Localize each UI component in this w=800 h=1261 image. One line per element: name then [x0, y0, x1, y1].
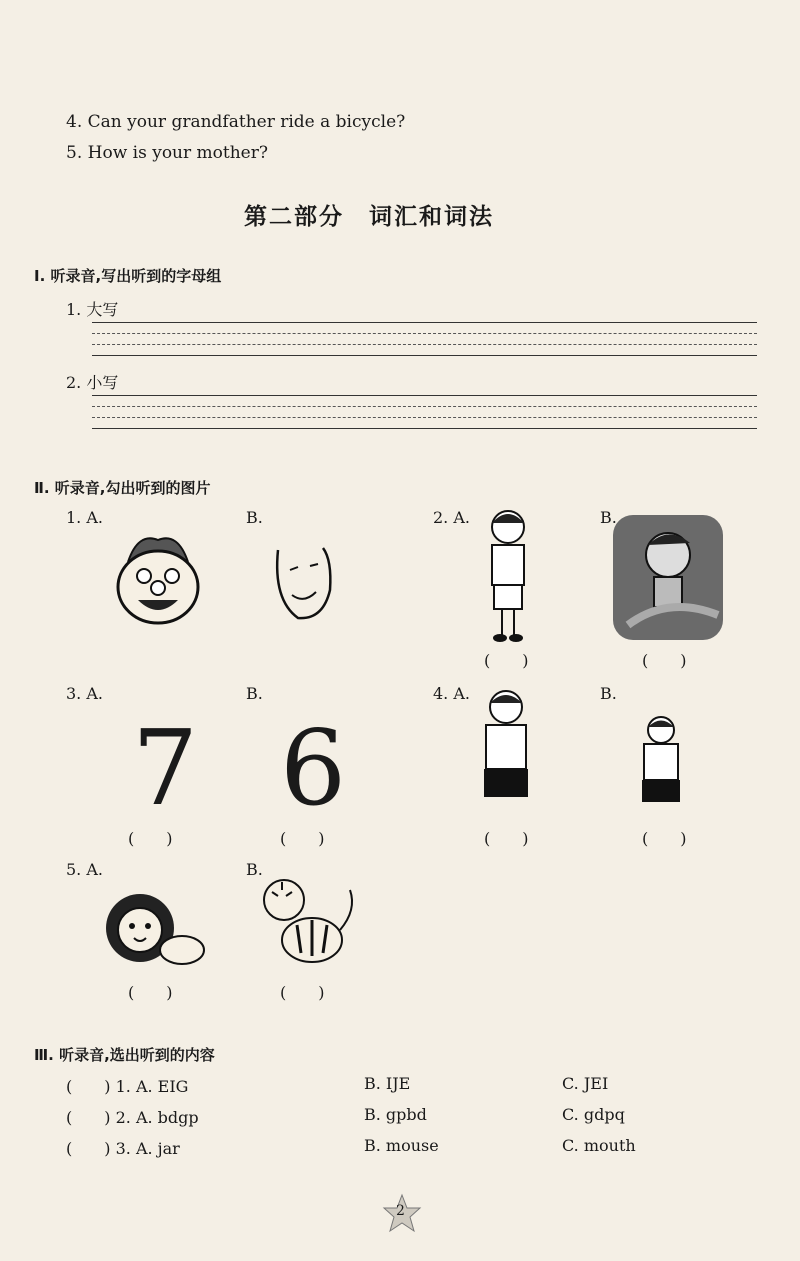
row-number: 1. [115, 1077, 131, 1096]
choice-c[interactable]: C. mouth [562, 1136, 636, 1155]
q-number: 2. [433, 508, 449, 527]
q1-label [66, 508, 103, 527]
girl-flying-picture[interactable] [608, 505, 728, 645]
section-3-title: Ⅲ. 听录音,选出听到的内容 [34, 1046, 215, 1064]
uppercase-item [66, 297, 118, 320]
long-face-picture[interactable] [268, 540, 338, 625]
q3-a-answer-paren[interactable]: ( ) [128, 829, 173, 848]
mc-row-3 [66, 1136, 180, 1159]
q4-label [433, 684, 470, 703]
digit-6-picture[interactable]: 6 [280, 707, 347, 829]
question-5 [66, 143, 268, 163]
mc-row-2 [66, 1105, 199, 1128]
mc-row-1 [66, 1074, 188, 1097]
choice-a[interactable]: A. EIG [135, 1077, 189, 1096]
answer-paren[interactable]: ( ) [66, 1077, 111, 1096]
question-4 [66, 112, 405, 132]
tiger-picture[interactable] [252, 870, 362, 980]
q2-option-b: B. [600, 508, 617, 527]
choice-a[interactable]: A. bdgp [135, 1108, 199, 1127]
option-a: A. [453, 684, 470, 703]
q3-option-b: B. [246, 684, 263, 703]
section-2-title: Ⅱ. 听录音,勾出听到的图片 [34, 479, 211, 497]
q2-label [433, 508, 470, 527]
item-number: 1. [66, 300, 82, 319]
option-a: A. [86, 508, 103, 527]
q2-b-answer-paren[interactable]: ( ) [642, 651, 687, 670]
lion-picture[interactable] [100, 888, 210, 968]
q5-b-answer-paren[interactable]: ( ) [280, 983, 325, 1002]
question-number: 4. [66, 112, 83, 132]
q-number: 3. [66, 684, 82, 703]
choice-b[interactable]: B. IJE [364, 1074, 411, 1093]
choice-b[interactable]: B. mouse [364, 1136, 439, 1155]
clown-face-picture[interactable] [108, 532, 208, 627]
q1-option-b: B. [246, 508, 263, 527]
item-label: 大写 [86, 300, 119, 319]
lowercase-item [66, 370, 118, 393]
choice-a[interactable]: A. jar [135, 1139, 180, 1158]
question-number: 5. [66, 143, 83, 163]
choice-b[interactable]: B. gpbd [364, 1105, 427, 1124]
option-a: A. [453, 508, 470, 527]
tall-boy-picture[interactable] [476, 685, 536, 815]
item-label: 小写 [86, 373, 119, 392]
question-text: Can your grandfather ride a bicycle? [87, 112, 406, 132]
q3-label [66, 684, 103, 703]
item-number: 2. [66, 373, 82, 392]
q3-b-answer-paren[interactable]: ( ) [280, 829, 325, 848]
q4-option-b: B. [600, 684, 617, 703]
digit-7-picture[interactable]: 7 [132, 707, 199, 829]
page-number: 2 [396, 1203, 405, 1219]
part-title: 第二部分 词汇和词法 [244, 204, 494, 230]
boy-standing-picture[interactable] [478, 505, 538, 645]
row-number: 2. [115, 1108, 131, 1127]
q5-label [66, 860, 103, 879]
answer-paren[interactable]: ( ) [66, 1108, 111, 1127]
q4-a-answer-paren[interactable]: ( ) [484, 829, 529, 848]
writing-lines-uppercase[interactable] [92, 322, 757, 366]
row-number: 3. [115, 1139, 131, 1158]
short-boy-picture[interactable] [636, 712, 686, 817]
section-1-title: Ⅰ. 听录音,写出听到的字母组 [34, 267, 222, 285]
q-number: 1. [66, 508, 82, 527]
q5-option-b: B. [246, 860, 263, 879]
q-number: 4. [433, 684, 449, 703]
q5-a-answer-paren[interactable]: ( ) [128, 983, 173, 1002]
option-a: A. [86, 860, 103, 879]
q2-a-answer-paren[interactable]: ( ) [484, 651, 529, 670]
q4-b-answer-paren[interactable]: ( ) [642, 829, 687, 848]
writing-lines-lowercase[interactable] [92, 395, 757, 439]
option-a: A. [86, 684, 103, 703]
question-text: How is your mother? [87, 143, 268, 163]
choice-c[interactable]: C. gdpq [562, 1105, 625, 1124]
answer-paren[interactable]: ( ) [66, 1139, 111, 1158]
q-number: 5. [66, 860, 82, 879]
choice-c[interactable]: C. JEI [562, 1074, 609, 1093]
